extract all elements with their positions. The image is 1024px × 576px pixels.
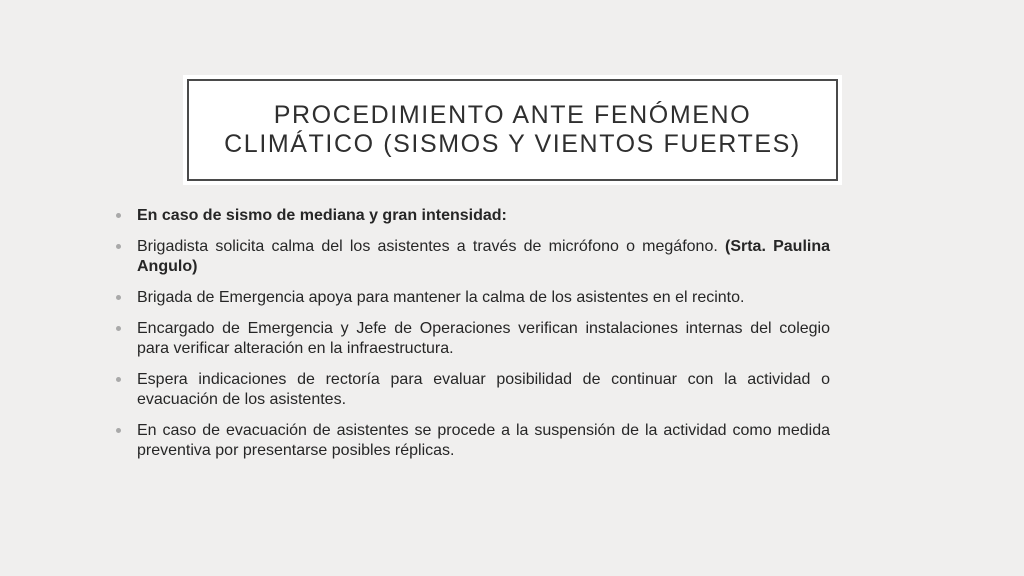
bullet-item-espera [112, 370, 830, 410]
slide-title-line-1: PROCEDIMIENTO ANTE FENÓMENO [273, 101, 752, 129]
bullet-text: Brigada de Emergencia apoya para mantener la calma de los asistentes en el recinto. [137, 289, 745, 306]
bullet-item-brigada [112, 288, 830, 308]
bullet-dot-icon [116, 244, 121, 249]
bullet-bold-text: (Srta. Paulina Angulo) [137, 238, 831, 275]
slide-title-line-2: CLIMÁTICO (SISMOS Y VIENTOS FUERTES) [224, 130, 801, 158]
bullet-text: En caso de evacuación de asistentes se procede a la suspensión de la actividad como medida preventiva por presentarse posibles réplicas. [137, 422, 830, 459]
bullet-dot-icon [116, 326, 121, 331]
bullet-dot-icon [116, 377, 121, 382]
bullet-item-evacuacion [112, 421, 830, 461]
bullet-text: Espera indicaciones de rectoría para evaluar posibilidad de continuar con la actividad o evacuación de los asistentes. [137, 371, 830, 408]
bullet-text: En caso de sismo de mediana y gran intensidad: [137, 207, 507, 224]
bullet-dot-icon [116, 295, 121, 300]
bullet-dot-icon [116, 428, 121, 433]
bullet-list [112, 206, 830, 472]
slide-title-box [187, 79, 838, 181]
bullet-item-brigadista [112, 237, 830, 277]
bullet-text: Encargado de Emergencia y Jefe de Operaciones verifican instalaciones internas del colegio para verificar alteración en la infraestructura. [137, 320, 830, 357]
bullet-dot-icon [116, 213, 121, 218]
bullet-text: Brigadista solicita calma del los asistentes a través de micrófono o megáfono. [137, 238, 725, 255]
bullet-item-sismo-intensidad [112, 206, 830, 226]
bullet-item-encargado [112, 319, 830, 359]
